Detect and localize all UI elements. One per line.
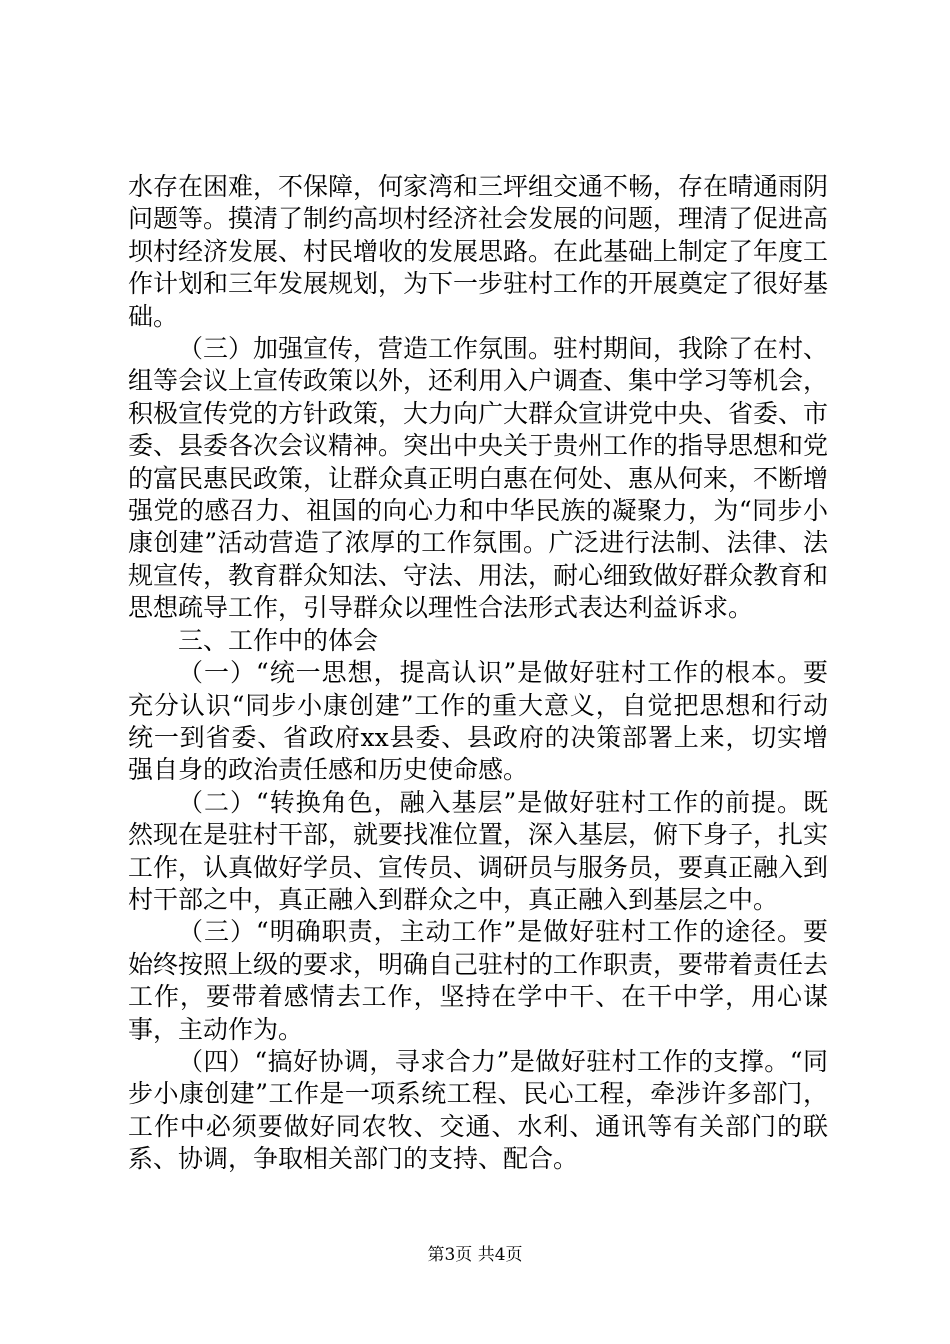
page-number-footer: 第3页 共4页 bbox=[427, 1245, 523, 1265]
paragraph-experience-1: （一）“统一思想，提高认识”是做好驻村工作的根本。要充分认识“同步小康创建”工作的重大意义，自觉把思想和行动统一到省委、省政府xx县委、县政府的决策部署上来，切实增强自身的政治责任感和历史使命感。 bbox=[128, 658, 828, 785]
paragraph-experience-2: （二）“转换角色，融入基层”是做好驻村工作的前提。既然现在是驻村干部，就要找准位置，深入基层，俯下身子，扎实工作，认真做好学员、宣传员、调研员与服务员，要真正融入到村干部之中，真正融入到群众之中，真正融入到基层之中。 bbox=[128, 787, 829, 914]
paragraph-continuation: 水存在困难，不保障，何家湾和三坪组交通不畅，存在晴通雨阴问题等。摸清了制约高坝村经济社会发展的问题，理清了促进高坝村经济发展、村民增收的发展思路。在此基础上制定了年度工作计划和三年发展规划，为下一步驻村工作的开展奠定了很好基础。 bbox=[128, 172, 829, 331]
paragraph-experience-3: （三）“明确职责，主动工作”是做好驻村工作的途径。要始终按照上级的要求，明确自己驻村的工作职责，要带着责任去工作，要带着感情去工作，坚持在学中干、在干中学，用心谋事，主动作为。 bbox=[128, 917, 829, 1044]
section-heading-experience: 三、工作中的体会 bbox=[178, 625, 379, 655]
paragraph-publicity: （三）加强宣传，营造工作氛围。驻村期间，我除了在村、组等会议上宣传政策以外，还利用入户调查、集中学习等机会，积极宣传党的方针政策，大力向广大群众宣讲党中央、省委、市委、县委各次会议精神。突出中央关于贵州工作的指导思想和党的富民惠民政策，让群众真正明白惠在何处、惠从何来，不断增强党的感召力、祖国的向心力和中华民族的凝聚力，为“同步小康创建”活动营造了浓厚的工作氛围。广泛进行法制、法律、法规宣传，教育群众知法、守法、用法，耐心细致做好群众教育和思想疏导工作，引导群众以理性合法形式表达利益诉求。 bbox=[128, 334, 829, 623]
document-body bbox=[128, 171, 828, 1176]
paragraph-experience-4: （四）“搞好协调，寻求合力”是做好驻村工作的支撑。“同步小康创建”工作是一项系统工程、民心工程，牵涉许多部门，工作中必须要做好同农牧、交通、水利、通讯等有关部门的联系、协调，争取相关部门的支持、配合。 bbox=[128, 1046, 828, 1174]
